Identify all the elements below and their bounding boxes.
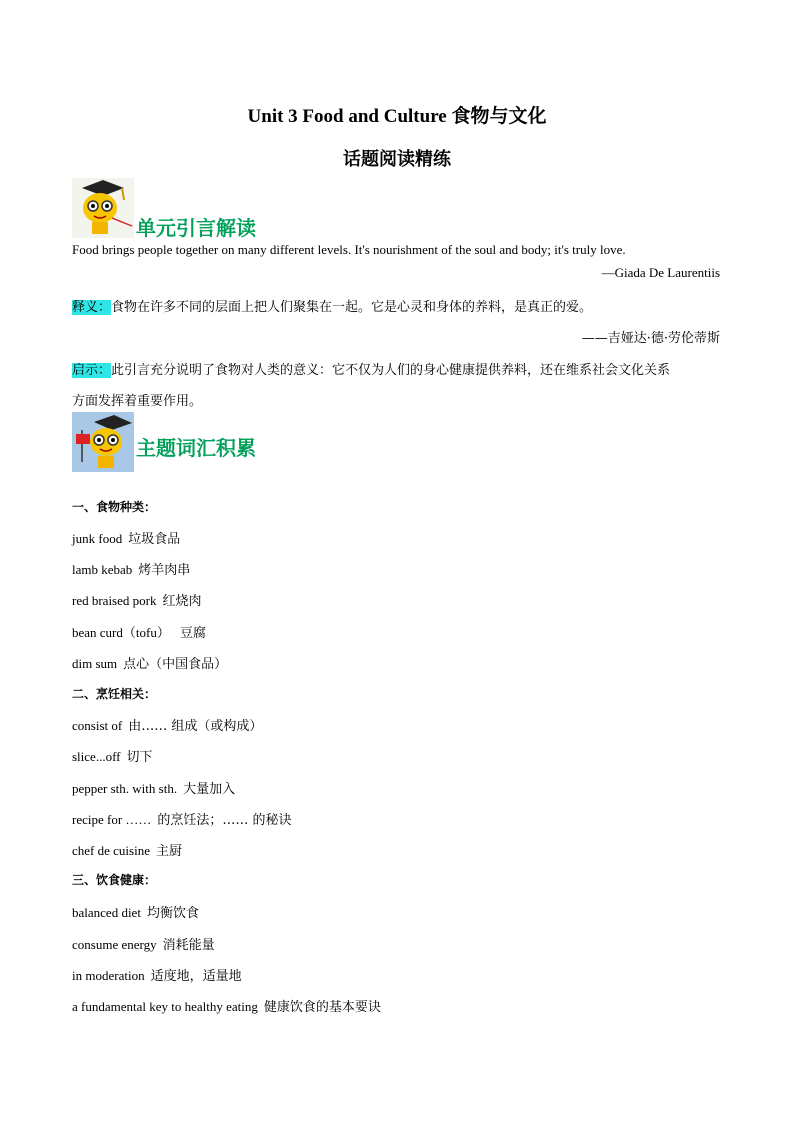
paraphrase-line <box>72 296 592 315</box>
page-subtitle: 话题阅读精练 <box>343 149 451 170</box>
vocab-item: consist of 由…… 组成（或构成） <box>72 718 263 734</box>
insight-label: 启示： <box>72 363 112 378</box>
vocab-item: a fundamental key to healthy eating 健康饮食的基本要诀 <box>72 999 381 1015</box>
category-heading: 三、饮食健康： <box>72 873 157 887</box>
section-header-vocab <box>72 412 372 474</box>
vocab-item: slice...off 切下 <box>72 749 153 765</box>
vocab-item: lamb kebab 烤羊肉串 <box>72 562 191 578</box>
quote-author-chinese: ——吉娅达·德·劳伦蒂斯 <box>581 331 720 346</box>
quote-author-english: —Giada De Laurentiis <box>601 265 720 280</box>
insight-text-2: 方面发挥着重要作用。 <box>72 394 203 409</box>
category-heading: 一、食物种类： <box>72 500 157 514</box>
vocab-item: chef de cuisine 主厨 <box>72 843 182 859</box>
scholar-cartoon-icon <box>72 178 134 238</box>
scholar-flag-cartoon-icon <box>72 412 134 472</box>
quote-english: Food brings people together on many different levels. It's nourishment of the soul and body; it's truly love. <box>72 242 626 257</box>
vocab-item: red braised pork 红烧肉 <box>72 593 202 609</box>
vocab-item: dim sum 点心（中国食品） <box>72 656 228 672</box>
section-title-vocab: 主题词汇积累 <box>136 436 256 460</box>
category-heading: 二、烹饪相关： <box>72 687 157 701</box>
vocab-item: consume energy 消耗能量 <box>72 937 215 953</box>
paraphrase-label: 释义： <box>72 300 112 315</box>
section-header-intro <box>72 178 372 240</box>
paraphrase-text: 食物在许多不同的层面上把人们聚集在一起。它是心灵和身体的养料，是真正的爱。 <box>111 300 593 315</box>
vocab-item: junk food 垃圾食品 <box>72 531 181 547</box>
vocab-item: pepper sth. with sth. 大量加入 <box>72 781 236 797</box>
vocab-item: recipe for …… 的烹饪法；…… 的秘诀 <box>72 812 292 828</box>
vocab-item: in moderation 适度地，适量地 <box>72 968 242 984</box>
vocab-item: balanced diet 均衡饮食 <box>72 905 199 921</box>
insight-line <box>72 359 670 378</box>
page-title: Unit 3 Food and Culture 食物与文化 <box>247 106 547 127</box>
insight-text-1: 此引言充分说明了食物对人类的意义：它不仅为人们的身心健康提供养料，还在维系社会文化关系 <box>111 363 671 378</box>
section-title-intro: 单元引言解读 <box>136 216 256 240</box>
vocab-item: bean curd（tofu） 豆腐 <box>72 625 206 641</box>
